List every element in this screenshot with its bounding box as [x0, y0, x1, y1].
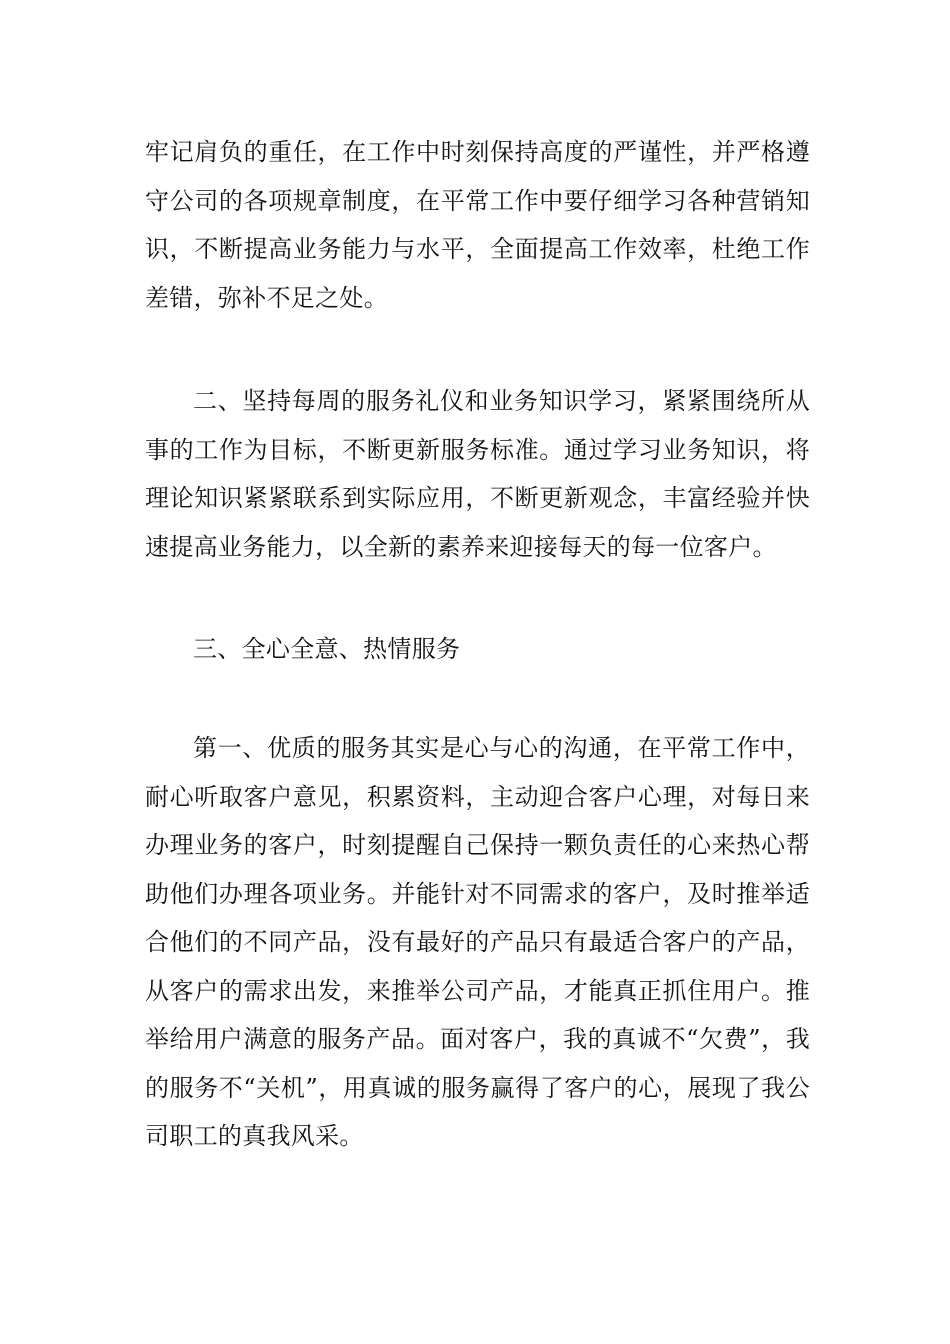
paragraph-continuation: 牢记肩负的重任，在工作中时刻保持高度的严谨性，并严格遵守公司的各项规章制度，在平常工作中要仔细学习各种营销知识，不断提高业务能力与水平，全面提高工作效率，杜绝工作差错，弥补不足之处。 — [145, 138, 810, 312]
paragraph-point-two: 二、坚持每周的服务礼仪和业务知识学习，紧紧围绕所从事的工作为目标，不断更新服务标准。通过学习业务知识，将理论知识紧紧联系到实际应用，不断更新观念，丰富经验并快速提高业务能力，以全新的素养来迎接每天的每一位客户。 — [145, 387, 810, 561]
section-heading-point-three: 三、全心全意、热情服务 — [193, 635, 461, 663]
paragraph-first-item: 第一、优质的服务其实是心与心的沟通，在平常工作中，耐心听取客户意见，积累资料，主动迎合客户心理，对每日来办理业务的客户，时刻提醒自己保持一颗负责任的心来热心帮助他们办理各项业务。并能针对不同需求的客户，及时推举适合他们的不同产品，没有最好的产品只有最适合客户的产品，从客户的需求出发，来推举公司产品，才能真正抓住用户。推举给用户满意的服务产品。面对客户，我的真诚不“欠费”，我的服务不“关机”，用真诚的服务赢得了客户的心，展现了我公司职工的真我风采。 — [145, 734, 810, 1150]
